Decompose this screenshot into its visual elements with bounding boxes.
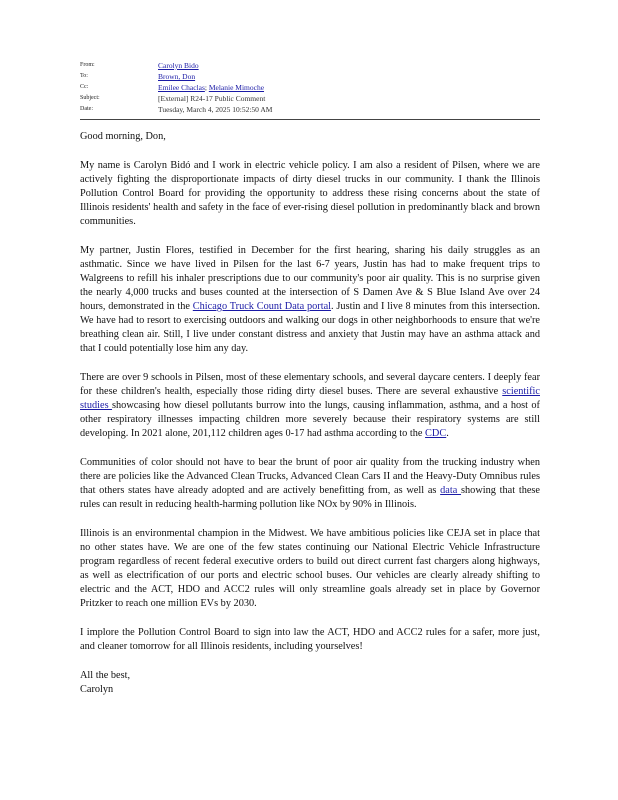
date-label: Date:	[80, 106, 93, 112]
cc-separator: ;	[204, 83, 209, 92]
signature: Carolyn	[80, 684, 114, 695]
paragraph-schools	[80, 371, 540, 441]
header-divider	[80, 119, 540, 120]
paragraph-partner	[80, 244, 540, 356]
subject-label: Subject:	[80, 95, 100, 101]
truck-count-link[interactable]: Chicago Truck Count Data portal	[192, 301, 332, 312]
paragraph-communities	[80, 456, 540, 512]
email-body	[80, 130, 540, 697]
from-label: From:	[80, 62, 95, 68]
cdc-link[interactable]: CDC	[425, 428, 447, 439]
paragraph-schools-text-2: showcasing how diesel pollutants burrow into the lungs, causing inflammation, asthma, and a host of other respiratory illnesses impacting children more severely because their respiratory systems are still developing. In 2021 alone, 201,112 children ages 0-17 had asthma according to the	[80, 400, 540, 439]
date-row	[80, 104, 540, 115]
cc-value	[158, 82, 264, 93]
paragraph-illinois: Illinois is an environmental champion in the Midwest. We have ambitious policies like CEJA set in place that no other states have. We are one of the few states continuing our National Electric Vehicle Infrastructure program regardless of recent federal executive orders to build out direct current fast chargers along highways, as well as electrification of our ports and electric school buses. Our vehicles are clearly already shifting to electric and the ACT, HDO and ACC2 rules will only streamline goals already set in place by Governor Pritzker to reach one million EVs by 2030.	[80, 528, 540, 609]
to-value[interactable]: Brown, Don	[158, 72, 196, 81]
data-link[interactable]: data	[440, 485, 462, 496]
to-row	[80, 71, 540, 82]
paragraph-partner-text-1: My partner, Justin Flores, testified in December for the first hearing, sharing his daily struggles as an asthmatic. Since we have lived in Pilsen for the last 6-7 years, Justin has had to make frequent trips to Walgreens to refill his inhaler prescriptions due to our community's poor air quality. This is no surprise given the nearly 4,000 trucks and buses counted at the intersection of S Damen Ave & S Blue Island Ave over 24 hours, demonstrated in the	[80, 245, 540, 312]
subject-row	[80, 93, 540, 104]
paragraph-partner-text-2: . Justin and I live 8 minutes from this intersection. We have had to resort to exercising outdoors and walking our dogs in other neighborhoods to ensure that we're breathing clean air. Still, I live under constant distress and anxiety that Justin may have an asthma attack and that I could potentially lose him any day.	[80, 301, 540, 354]
cc-label: Cc:	[80, 84, 89, 90]
cc-recipient-2[interactable]: Melanie Mimoche	[208, 83, 265, 92]
from-value[interactable]: Carolyn Bido	[158, 61, 199, 70]
scientific-studies-link[interactable]: scientific studies	[80, 386, 540, 411]
email-header	[80, 60, 540, 115]
cc-recipient-1[interactable]: Emilee Chaclas	[158, 83, 205, 92]
greeting: Good morning, Don,	[80, 131, 166, 142]
paragraph-communities-text-1: Communities of color should not have to bear the brunt of poor air quality from the trucking industry when there are policies like the Advanced Clean Trucks, Advanced Clean Cars II and the Heavy-Duty Omnibus rules that others states have already adopted and are actively benefitting from, as well as	[80, 457, 540, 496]
date-value: Tuesday, March 4, 2025 10:52:50 AM	[158, 105, 273, 114]
paragraph-schools-text-1: There are over 9 schools in Pilsen, most of these elementary schools, and several daycare centers. I deeply fear for these children's health, especially those riding dirty diesel buses. There are several exhaustive	[80, 372, 540, 397]
paragraph-intro: My name is Carolyn Bidó and I work in electric vehicle policy. I am also a resident of Pilsen, where we are actively fighting the disproportionate impacts of dirty diesel trucks in our community. I thank the Illinois Pollution Control Board for providing the opportunity to address these rising concerns about the state of Illinois residents' health and safety in the face of ever-rising diesel pollution in predominantly black and brown communities.	[80, 160, 540, 227]
from-row	[80, 60, 540, 71]
closing: All the best,	[80, 670, 131, 681]
subject-value: [External] R24-17 Public Comment	[158, 94, 266, 103]
paragraph-implore: I implore the Pollution Control Board to sign into law the ACT, HDO and ACC2 rules for a safer, more just, and cleaner tomorrow for all Illinois residents, including yourselves!	[80, 627, 540, 652]
to-label: To:	[80, 73, 88, 79]
paragraph-communities-text-2: showing that these rules can result in reducing health-harming pollution like NOx by 90% in Illinois.	[80, 485, 540, 510]
paragraph-schools-text-3: .	[446, 428, 449, 439]
cc-row	[80, 82, 540, 93]
